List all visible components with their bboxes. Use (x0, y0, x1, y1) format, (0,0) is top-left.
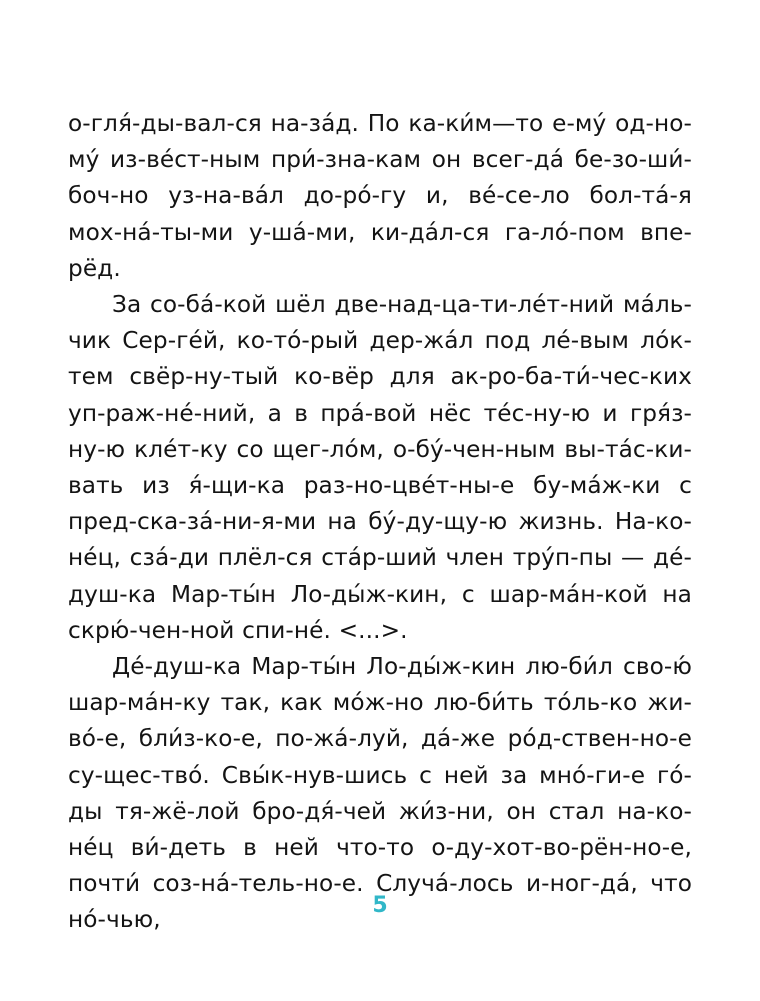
paragraph-1: о-гля́-ды-вал-ся на-за́д. По ка-ки́м—то е-му́ од-но-му́ из-ве́ст-ным при́-зна-кам он всег-да́ бе-зо-ши́-боч-но уз-на-ва́л до-ро́-гу и, ве́-се-ло бол-та́-я мох-на́-ты-ми у-ша́-ми, ки-да́л-ся га-ло́-пом впе-рёд. (68, 110, 692, 282)
page-text-body (68, 106, 692, 939)
page-number: 5 (372, 893, 388, 918)
paragraph-2: За со-ба́-кой шёл две-над-ца-ти-ле́т-ний ма́ль-чик Сер-ге́й, ко-то́-рый дер-жа́л под ле́-вым ло́к-тем свёр-ну-тый ко-вёр для ак-ро-ба-ти́-чес-ких уп-раж-не́-ний, а в пра́-вой нёс те́с-ну-ю и гря́з-ну-ю кле́т-ку со щег-ло́м, о-бу́-чен-ным вы-та́с-ки-вать из я́-щи-ка раз-но-цве́т-ны-е бу-ма́ж-ки с пред-ска-за́-ни-я-ми на бу́-ду-щу-ю жизнь. На-ко-не́ц, сза́-ди плёл-ся ста́р-ший член тру́п-пы — де́-душ-ка Мар-ты́н Ло-ды́ж-кин, с шар-ма́н-кой на скрю́-чен-ной спи-не́. <...>. (68, 291, 692, 644)
paragraph-3: Де́-душ-ка Мар-ты́н Ло-ды́ж-кин лю-би́л сво-ю́ шар-ма́н-ку так, как мо́ж-но лю-би́ть то́ль-ко жи-во́-е, бли́з-ко-е, по-жа́-луй, да́-же ро́д-ствен-но-е су-щес-тво́. Свы́к-нув-шись с ней за мно́-ги-е го́-ды тя-жё-лой бро-дя́-чей жи́з-ни, он стал на-ко-не́ц ви́-деть в ней что-то о-ду-хот-во-рён-но-е, почти́ соз-на́-тель-но-е. Случа́-лось и-ног-да́, что но́-чью, (68, 653, 692, 934)
